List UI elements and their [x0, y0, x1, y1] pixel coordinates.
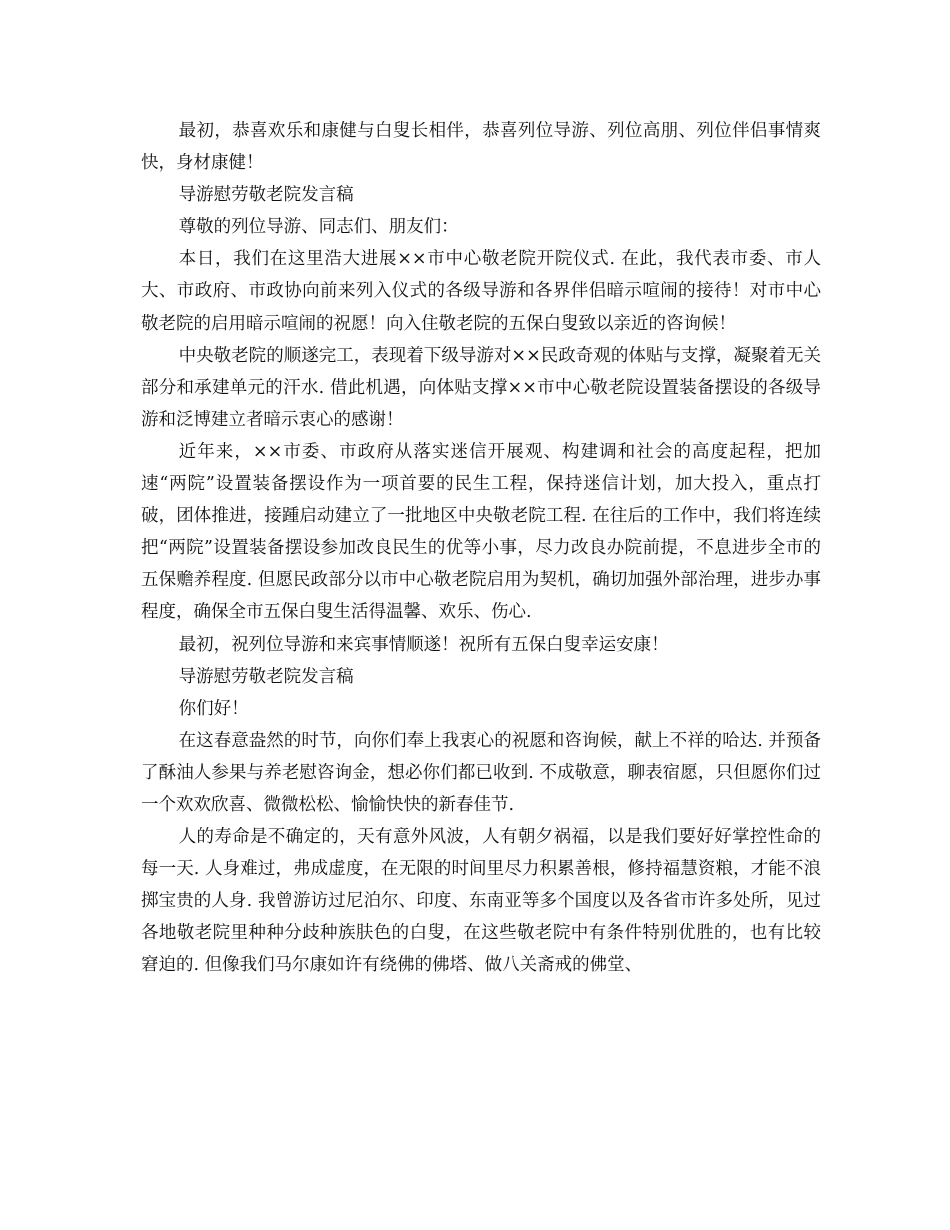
paragraph-salutation: 尊敬的列位导游、同志们、朋友们： [178, 217, 459, 238]
paragraph-opening-ceremony: 本日，我们在这里浩大进展××市中心敬老院开院仪式. 在此，我代表市委、市人大、市政府、市政协向前来列入仪式的各级导游和各界伴侣暗示喧闹的接待！对市中心敬老院的启用暗示喧闹的祝愿！向入住敬老院的五保白叟致以亲近的咨询候！ [141, 249, 821, 334]
paragraph-recent-years: 近年来，××市委、市政府从落实迷信开展观、构建调和社会的高度起程，把加速“两院”设置装备摆设作为一项首要的民生工程，保持迷信计划，加大投入，重点打破，团体推进，接踵启动建立了一批地区中央敬老院工程. 在往后的工作中，我们将连续把“两院”设置装备摆设参加改良民生的优等小事，尽力改良办院前提，不息进步全市的五保赡养程度. 但愿民政部分以市中心敬老院启用为契机，确切加强外部治理，进步办事程度，确保全市五保白叟生活得温馨、欢乐、伤心. [141, 441, 821, 623]
paragraph-speech-title-2: 导游慰劳敬老院发言稿 [178, 666, 354, 687]
paragraph-greeting: 你们好！ [178, 698, 249, 719]
paragraph-closing-blessing: 最初，恭喜欢乐和康健与白叟长相伴，恭喜列位导游、列位高朋、列位伴侣事情爽快，身材康健！ [141, 121, 821, 174]
paragraph-life-uncertain: 人的寿命是不确定的，天有意外风波，人有朝夕祸福，以是我们要好好掌控性命的每一天. 人身难过，弗成虚度，在无限的时间里尽力积累善根，修持福慧资粮，才能不浪掷宝贵的人身. 我曾游访过尼泊尔、印度、东南亚等多个国度以及各省市许多处所，见过各地敬老院里种种分歧种族肤色的白叟，在这些敬老院中有条件特别优胜的，也有比较窘迫的. 但像我们马尔康如许有绕佛的佛塔、做八关斋戒的佛堂、 [141, 827, 821, 976]
paragraph-speech-title: 导游慰劳敬老院发言稿 [178, 185, 354, 206]
paragraph-spring-wishes: 在这春意盎然的时节，向你们奉上我衷心的祝愿和咨询候，献上不祥的哈达. 并预备了酥油人参果与养老慰咨询金，想必你们都已收到. 不成敬意，聊表宿愿，只但愿你们过一个欢欢欣喜、微微松松、愉愉快快的新春佳节. [141, 730, 821, 815]
paragraph-final-wishes: 最初，祝列位导游和来宾事情顺遂！祝所有五保白叟幸运安康！ [178, 634, 669, 655]
document-body [141, 115, 821, 982]
paragraph-completion-thanks: 中央敬老院的顺遂完工，表现着下级导游对××民政奇观的体贴与支撑，凝聚着无关部分和承建单元的汗水. 借此机遇，向体贴支撑××市中心敬老院设置装备摆设的各级导游和泛博建立者暗示衷心的感谢！ [141, 345, 821, 430]
